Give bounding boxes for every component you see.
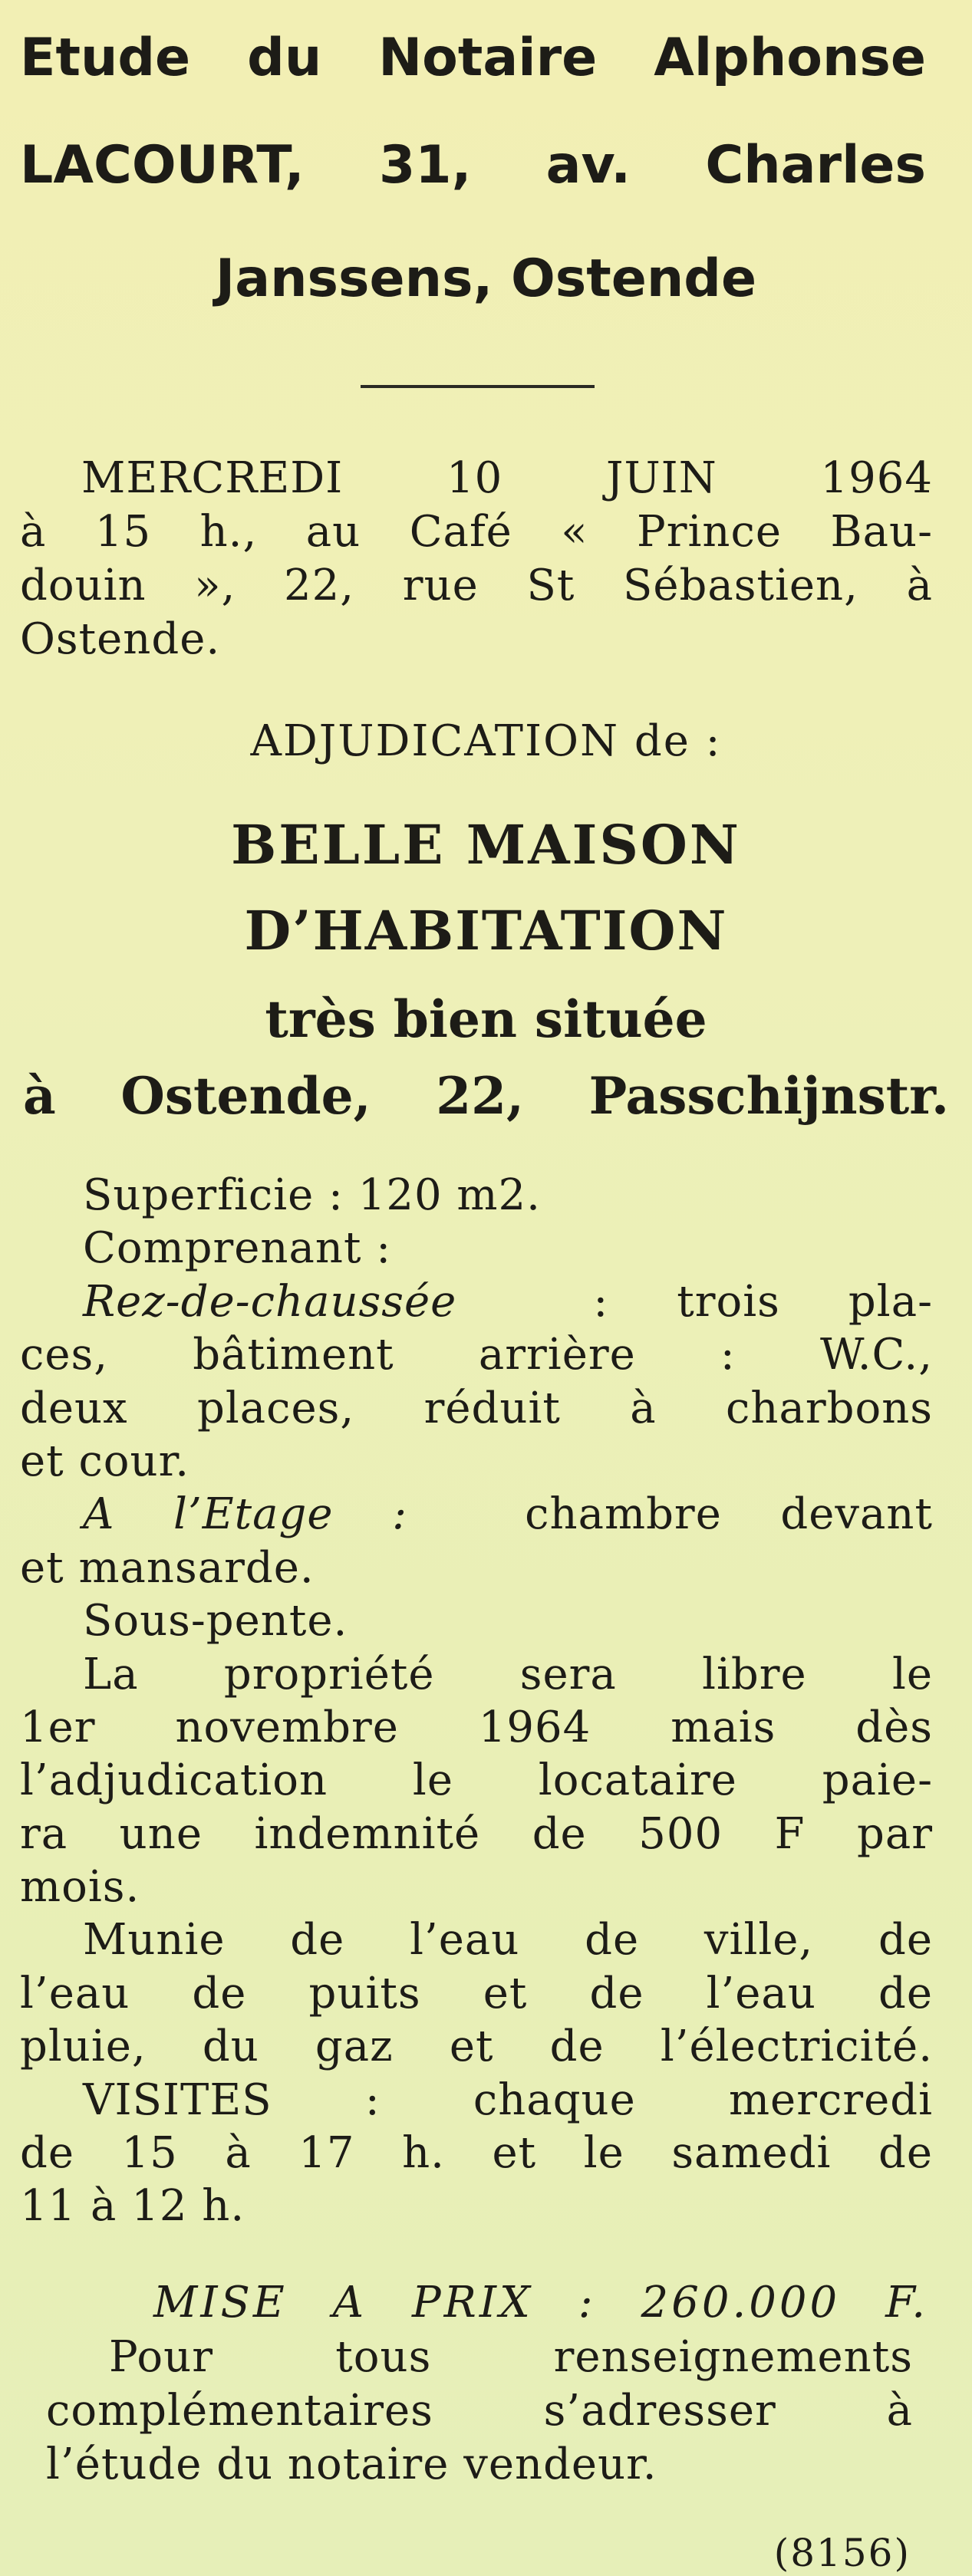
contact-line: Pour tous renseignements — [109, 2332, 913, 2382]
starting-price: MISE A PRIX : 260.000 F. — [153, 2278, 928, 2328]
reference-number: (8156) — [773, 2531, 911, 2575]
eau-line: Munie de l’eau de ville, de — [83, 1915, 933, 1966]
libre-line: 1er novembre 1964 mais dès — [20, 1702, 933, 1752]
etage-line: et mansarde. — [20, 1542, 315, 1593]
eau-line: pluie, du gaz et de l’électricité. — [20, 2022, 933, 2072]
property-title-line-3: très bien située — [265, 989, 707, 1049]
date-location-block — [20, 452, 933, 667]
property-description — [20, 1170, 933, 2234]
contact-block — [46, 2331, 913, 2492]
contact-line: l’étude du notaire vendeur. — [46, 2439, 657, 2489]
superficie-line: Superficie : 120 m2. — [83, 1170, 541, 1220]
property-title-line-1: BELLE MAISON — [231, 813, 741, 877]
property-title-line-2: D’HABITATION — [244, 899, 728, 962]
date-line: Ostende. — [20, 614, 221, 664]
sous-pente-line: Sous-pente. — [83, 1596, 348, 1647]
date-line: à 15 h., au Café « Prince Bau- — [20, 507, 933, 557]
rez-line: deux places, réduit à charbons — [20, 1383, 933, 1433]
libre-line: La propriété sera libre le — [83, 1649, 933, 1699]
libre-line: mois. — [20, 1862, 140, 1913]
header-line-1: Etude du Notaire Alphonse — [20, 28, 926, 88]
libre-line: ra une indemnité de 500 F par — [20, 1808, 933, 1859]
header-line-2: LACOURT, 31, av. Charles — [20, 135, 926, 196]
rez-line: et cour. — [20, 1436, 190, 1486]
etage-line: A l’Etage : chambre devant — [83, 1489, 934, 1540]
eau-line: l’eau de puits et de l’eau de — [20, 1968, 933, 2018]
rez-line: ces, bâtiment arrière : W.C., — [20, 1330, 933, 1380]
adjudication-label: ADJUDICATION de : — [250, 716, 722, 766]
contact-line: complémentaires s’adresser à — [46, 2386, 913, 2436]
visites-line: de 15 à 17 h. et le samedi de — [20, 2128, 933, 2179]
date-line: douin », 22, rue St Sébastien, à — [20, 561, 933, 610]
visites-line: VISITES : chaque mercredi — [83, 2074, 933, 2125]
property-address: à Ostende, 22, Passchijnstr. — [23, 1066, 949, 1126]
header-line-3: Janssens, Ostende — [215, 248, 757, 309]
visites-line: 11 à 12 h. — [20, 2181, 245, 2232]
date-line: MERCREDI 10 JUIN 1964 — [81, 453, 933, 503]
comprenant-line: Comprenant : — [83, 1223, 392, 1274]
rez-line: Rez-de-chaussée : trois pla- — [83, 1276, 933, 1327]
header-divider — [361, 385, 595, 388]
libre-line: l’adjudication le locataire paie- — [20, 1755, 933, 1806]
